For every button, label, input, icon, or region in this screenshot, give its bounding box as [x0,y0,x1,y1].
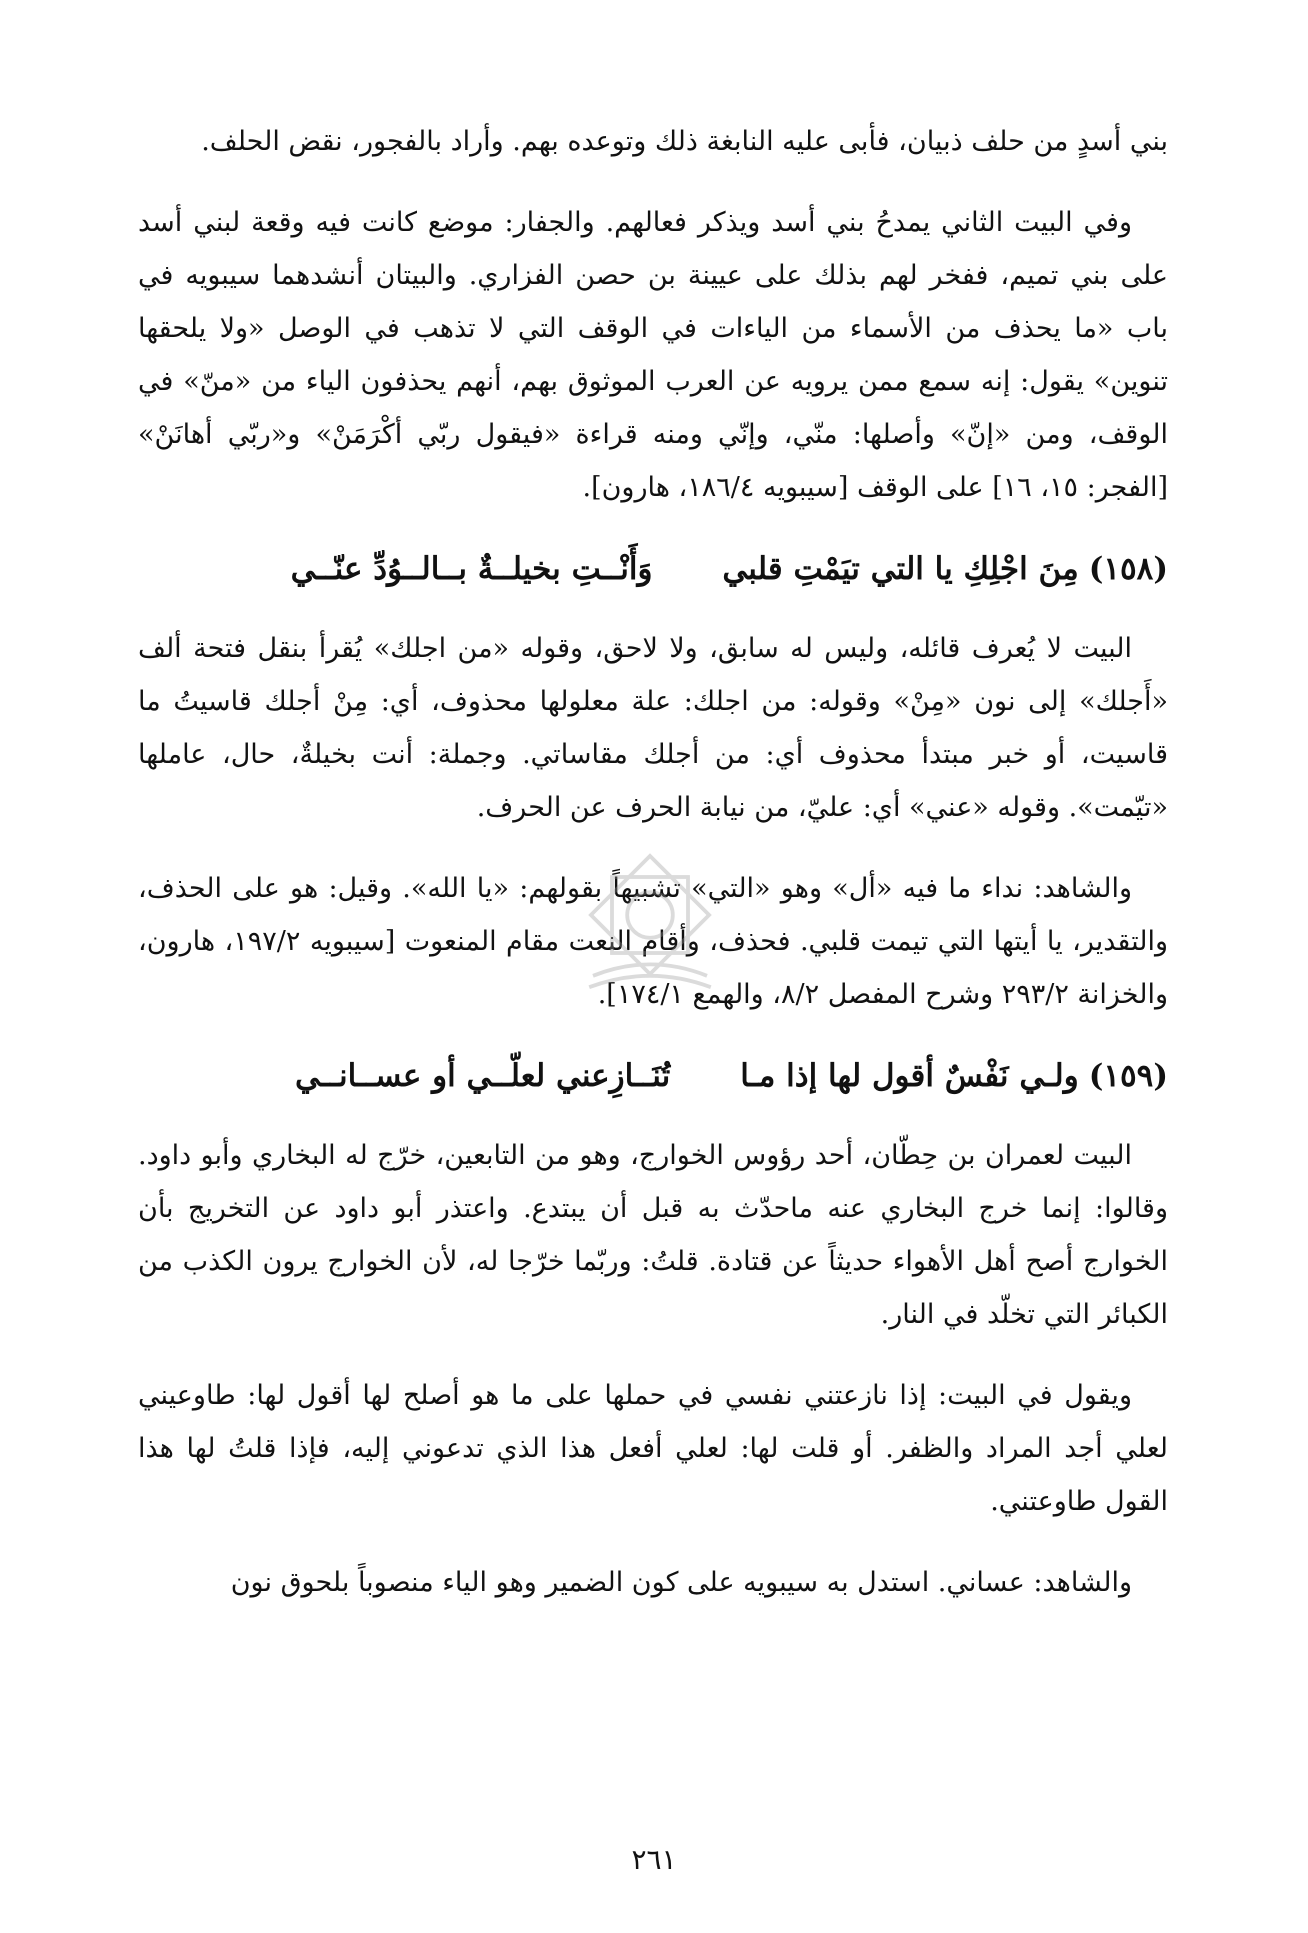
verse-hemistich-1: مِنَ اجْلِكِ يا التي تيَمْتِ قلبي [722,551,1079,587]
document-page [138,115,1168,1637]
paragraph-4: والشاهد: نداء ما فيه «أل» وهو «التي» تشبيهاً بقولهم: «يا الله». وقيل: هو على الحذف، والتقدير، يا أيتها التي تيمت قلبي. فحذف، وأقام النعت مقام المنعوت [سيبويه ١٩٧/٢، هارون، والخزانة ٢٩٣/٢ وشرح المفصل ٨/٢، والهمع ١٧٤/١]. [138,873,1168,1010]
paragraph-1: بني أسدٍ من حلف ذبيان، فأبى عليه النابغة ذلك وتوعده بهم. وأراد بالفجور، نقض الحلف. [201,126,1168,157]
verse-hemistich-2: وَأَنْــتِ بخيلــةٌ بــالــوُدِّ عنّــي [290,551,653,587]
verse-number: (١٥٩) [1088,1058,1168,1094]
page-number: ٢٦١ [631,1843,677,1876]
paragraph-6: ويقول في البيت: إذا نازعتني نفسي في حملها على ما هو أصلح لها أقول لها: طاوعيني لعلي أجد المراد والظفر. أو قلت لها: لعلي أفعل هذا الذي تدعوني إليه، فإذا قلتُ لها هذا القول طاوعتني. [138,1380,1168,1517]
verse-158 [138,542,1168,596]
verse-number: (١٥٨) [1088,551,1168,587]
paragraph-2: وفي البيت الثاني يمدحُ بني أسد ويذكر فعالهم. والجفار: موضع كانت فيه وقعة لبني أسد على بني تميم، ففخر لهم بذلك على عيينة بن حصن الفزاري. والبيتان أنشدهما سيبويه في باب «ما يحذف من الأسماء من الياءات في الوقف التي لا تذهب في الوصل «ولا يلحقها تنوين» يقول: إنه سمع ممن يرويه عن العرب الموثوق بهم، أنهم يحذفون الياء من «منّ» في الوقف، ومن «إنّ» وأصلها: منّي، وإنّي ومنه قراءة «فيقول ربّي أكْرَمَنْ» و«ربّي أهانَنْ» [الفجر: ١٥، ١٦] على الوقف [سيبويه ١٨٦/٤، هارون]. [138,207,1168,503]
verse-hemistich-2: تُنَــازِعني لعلّــي أو عســانــي [294,1058,671,1094]
paragraph-3: البيت لا يُعرف قائله، وليس له سابق، ولا لاحق، وقوله «من اجلك» يُقرأ بنقل فتحة ألف «أَجلك» إلى نون «مِنْ» وقوله: من اجلك: علة معلولها محذوف، أي: مِنْ أجلك قاسيتُ ما قاسيت، أو خبر مبتدأ محذوف أي: من أجلك مقاساتي. وجملة: أنت بخيلةٌ، حال، عاملها «تيّمت». وقوله «عني» أي: عليّ، من نيابة الحرف عن الحرف. [138,633,1168,823]
paragraph-5: البيت لعمران بن حِطّان، أحد رؤوس الخوارج، وهو من التابعين، خرّج له البخاري وأبو داود. وقالوا: إنما خرج البخاري عنه ماحدّث به قبل أن يبتدع. واعتذر أبو داود عن التخريج بأن الخوارج أصح أهل الأهواء حديثاً عن قتادة. قلتُ: وربّما خرّجا له، لأن الخوارج يرون الكذب من الكبائر التي تخلّد في النار. [138,1140,1168,1330]
verse-hemistich-1: ولـي نَفْسٌ أقول لها إذا مـا [740,1058,1079,1094]
verse-159 [138,1049,1168,1103]
paragraph-7: والشاهد: عساني. استدل به سيبويه على كون الضمير وهو الياء منصوباً بلحوق نون [230,1567,1132,1598]
